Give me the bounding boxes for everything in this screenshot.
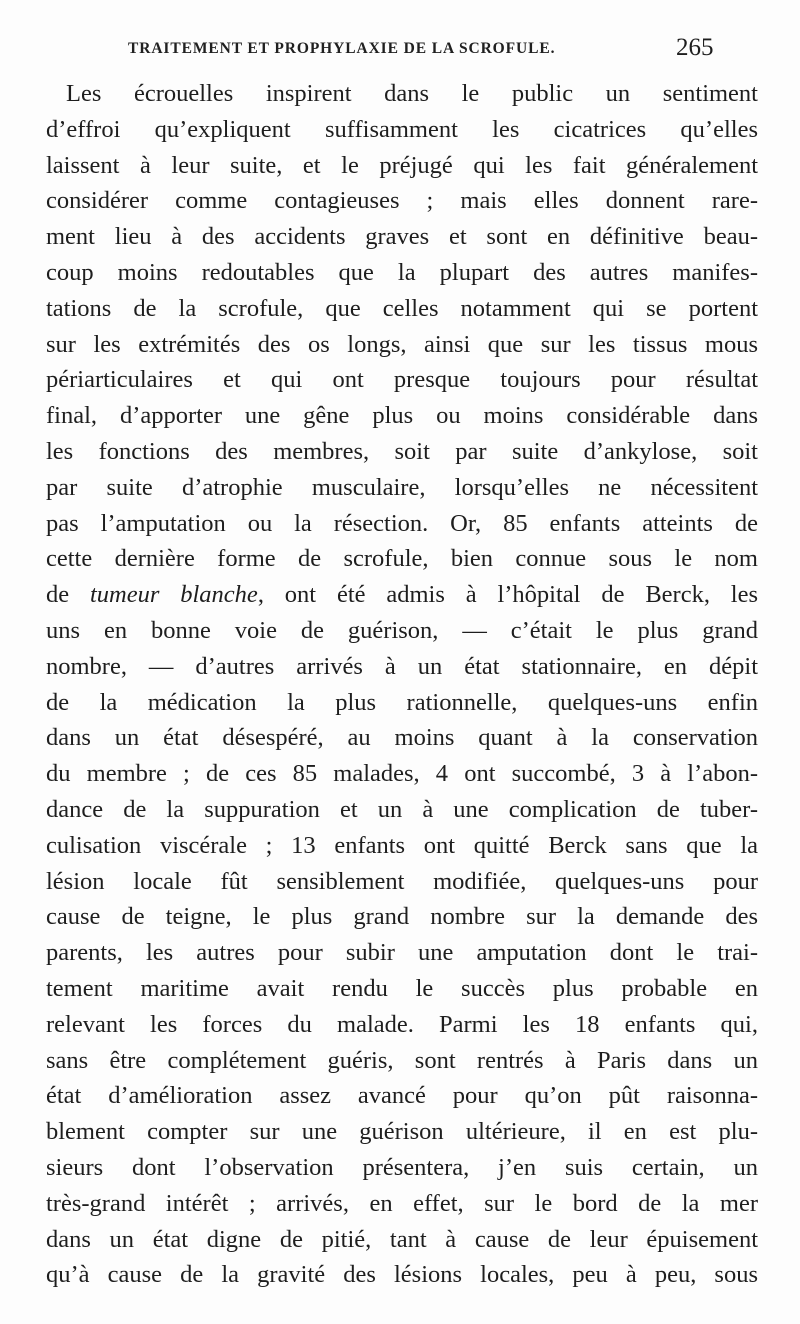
- text-line: état d’amélioration assez avancé pour qu’on pût raisonna-: [46, 1082, 758, 1110]
- text-line: considérer comme contagieuses ; mais elles donnent rare-: [46, 187, 758, 215]
- text-line: uns en bonne voie de guérison, — c’était le plus grand: [46, 616, 758, 644]
- text-line: sans être complétement guéris, sont rentrés à Paris dans un: [46, 1046, 758, 1074]
- text-line: d’effroi qu’expliquent suffisamment les cicatrices qu’elles: [46, 115, 758, 143]
- text-line: dans un état digne de pitié, tant à cause de leur épuisement: [46, 1225, 758, 1253]
- text-segment: , ont été admis à l’hôpital de Berck, les: [257, 581, 759, 609]
- text-line: parents, les autres pour subir une amputation dont le trai-: [46, 939, 758, 967]
- running-head: [0, 34, 800, 70]
- text-line: laissent à leur suite, et le préjugé qui les fait généralement: [46, 151, 758, 179]
- text-line: dance de la suppuration et un à une complication de tuber-: [46, 795, 758, 823]
- text-line: Les écrouelles inspirent dans le public un sentiment: [66, 80, 758, 107]
- page-number: 265: [676, 34, 714, 61]
- text-line: de la médication la plus rationnelle, quelques-uns enfin: [46, 688, 758, 716]
- text-line: tations de la scrofule, que celles notamment qui se portent: [46, 294, 758, 322]
- text-line: qu’à cause de la gravité des lésions locales, peu à peu, sous: [46, 1261, 758, 1289]
- text-line: sieurs dont l’observation présentera, j’en suis certain, un: [46, 1153, 758, 1181]
- text-line: [46, 577, 758, 613]
- text-line: ment lieu à des accidents graves et sont en définitive beau-: [46, 223, 758, 251]
- running-title: TRAITEMENT ET PROPHYLAXIE DE LA SCROFULE.: [128, 40, 556, 57]
- text-line: culisation viscérale ; 13 enfants ont quitté Berck sans que la: [46, 831, 758, 859]
- text-line: tement maritime avait rendu le succès plus probable en: [46, 974, 758, 1002]
- text-line: sur les extrémités des os longs, ainsi que sur les tissus mous: [46, 330, 758, 358]
- text-line: cause de teigne, le plus grand nombre sur la demande des: [46, 903, 758, 931]
- italic-term: tumeur blanche: [89, 581, 258, 609]
- text-line: très-grand intérêt ; arrivés, en effet, sur le bord de la mer: [46, 1189, 758, 1217]
- text-line: cette dernière forme de scrofule, bien connue sous le nom: [46, 545, 758, 573]
- text-line: par suite d’atrophie musculaire, lorsqu’elles ne nécessitent: [46, 473, 758, 501]
- text-segment: de: [46, 581, 90, 609]
- text-line: nombre, — d’autres arrivés à un état stationnaire, en dépit: [46, 652, 758, 680]
- text-line: pas l’amputation ou la résection. Or, 85 enfants atteints de: [46, 509, 758, 537]
- text-line: final, d’apporter une gêne plus ou moins considérable dans: [46, 402, 758, 430]
- text-line: lésion locale fût sensiblement modifiée, quelques-uns pour: [46, 867, 758, 895]
- text-line: du membre ; de ces 85 malades, 4 ont succombé, 3 à l’abon-: [46, 760, 758, 788]
- text-line: coup moins redoutables que la plupart des autres manifes-: [46, 258, 758, 286]
- text-line: dans un état désespéré, au moins quant à la conservation: [46, 724, 758, 752]
- text-line: les fonctions des membres, soit par suite d’ankylose, soit: [46, 437, 758, 465]
- text-line: blement compter sur une guérison ultérieure, il en est plu-: [46, 1118, 758, 1146]
- text-line: périarticulaires et qui ont presque toujours pour résultat: [46, 366, 758, 394]
- text-line: relevant les forces du malade. Parmi les 18 enfants qui,: [46, 1010, 758, 1038]
- body-text: [46, 76, 758, 1293]
